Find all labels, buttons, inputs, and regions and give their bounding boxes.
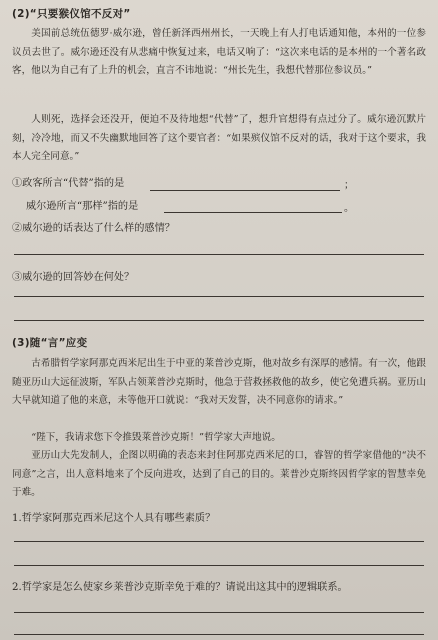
question-1a-text: ①政客所言“代替”指的是 xyxy=(12,178,125,189)
section-2-title: (2)“只要猴仪馆不反对” xyxy=(12,8,131,20)
section-3-paragraph-1: 古希腊哲学家阿那克西米尼出生于中亚的莱普沙克斯，他对故乡有深厚的感情。有一次，他跟随亚历山大远征波斯，军队占领莱普沙克斯时，他急于营救拯救他的故乡，使它免遭兵祸。亚历山大早就知道了他的来意，未等他开口就说：“我对天发誓，决不同意你的请求。” xyxy=(12,358,426,406)
section-2-paragraph-1: 美国前总统伍德罗·威尔逊，曾任新泽西州州长，一天晚上有人打电话通知他，本州的一位参议员去世了。威尔逊还没有从悲痛中恢复过来，电话又响了：“这次来电话的是本州的一个著名政客，他以为自己有了上升的机会，直言不讳地说：“州长先生，我想代替那位参议员。” xyxy=(12,28,426,76)
section-3-title: (3)随“言”应变 xyxy=(12,337,88,349)
question-1a-end: ； xyxy=(344,180,354,191)
section-3-answer-line-2b[interactable] xyxy=(14,634,424,635)
question-1a xyxy=(12,174,124,189)
section-2-paragraph-2: 人则死，选择会还没开，便迫不及待地想“代替”了，想升官想得有点过分了。威尔逊沉默片刻，冷冷地，而又不失幽默地回答了这个要官者：“如果殡仪馆不反对的话，我对于这个要求，我本人完全同意。” xyxy=(12,114,426,162)
section-3-answer-line-1a[interactable] xyxy=(14,541,424,542)
question-2: ②威尔逊的话表达了什么样的感情？ xyxy=(12,223,175,234)
answer-line-1b[interactable] xyxy=(164,212,342,213)
answer-line-3b[interactable] xyxy=(14,320,424,321)
section-3-question-2: 2.哲学家是怎么使家乡莱普沙克斯幸免于难的？请说出这其中的逻辑联系。 xyxy=(12,582,348,593)
section-3-answer-line-2a[interactable] xyxy=(14,612,424,613)
question-3: ③威尔逊的回答妙在何处？ xyxy=(12,272,135,283)
answer-line-2a[interactable] xyxy=(14,254,424,255)
section-3-paragraph-3: 亚历山大先发制人，企图以明确的表态来封住阿那克西米尼的口，睿智的哲学家借他的“决不同意”之言，出人意料地来了个反向进攻，达到了自己的目的。莱普沙克斯终因哲学家的智慧幸免于难。 xyxy=(12,450,426,498)
section-3-answer-line-1b[interactable] xyxy=(14,565,424,566)
answer-line-1a[interactable] xyxy=(150,190,340,191)
answer-line-3a[interactable] xyxy=(14,296,424,297)
question-1b-text: 威尔逊所言“那样”指的是 xyxy=(26,201,139,212)
question-1b-end: 。 xyxy=(344,203,354,214)
section-3-question-1: 1.哲学家阿那克西米尼这个人具有哪些素质？ xyxy=(12,513,216,524)
question-1b xyxy=(26,197,138,212)
section-3-paragraph-2: “陛下，我请求您下令推毁莱普沙克斯！”哲学家大声地说。 xyxy=(31,432,281,443)
